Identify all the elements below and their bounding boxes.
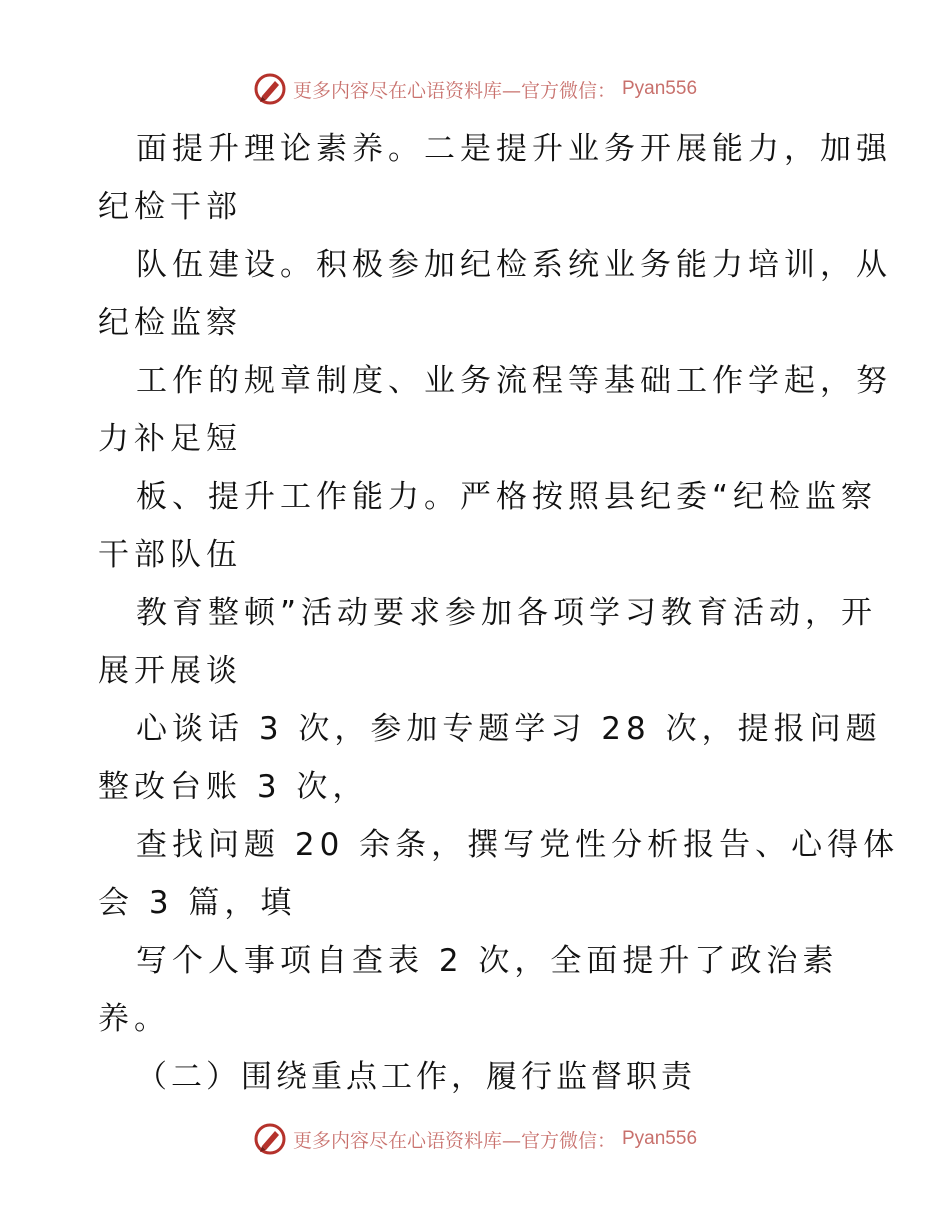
watermark-handle: Pyan556 xyxy=(622,1128,698,1149)
watermark-handle: Pyan556 xyxy=(622,78,698,99)
text-line: 纪检监察 xyxy=(98,305,242,341)
watermark-text: 更多内容尽在心语资料库—官方微信： xyxy=(292,1129,616,1152)
text-line: 查找问题 20 余条，撰写党性分析报告、心得体 xyxy=(136,827,900,863)
text-line: 面提升理论素养。二是提升业务开展能力，加强 xyxy=(136,131,892,167)
text-line: 展开展谈 xyxy=(98,653,242,689)
text-line: 工作的规章制度、业务流程等基础工作学起，努 xyxy=(136,363,892,399)
text-line: 队伍建设。积极参加纪检系统业务能力培训，从 xyxy=(136,247,892,283)
watermark-logo-icon xyxy=(253,72,287,106)
watermark-text: 更多内容尽在心语资料库—官方微信： xyxy=(292,79,616,102)
text-line: 会 3 篇，填 xyxy=(98,885,297,921)
text-line: 力补足短 xyxy=(98,421,242,457)
text-line: 教育整顿”活动要求参加各项学习教育活动，开 xyxy=(136,595,878,631)
text-line: 整改台账 3 次， xyxy=(98,769,369,805)
text-line: 板、提升工作能力。严格按照县纪委“纪检监察 xyxy=(136,479,878,515)
body-text xyxy=(98,120,900,1106)
watermark-header xyxy=(0,72,950,106)
watermark-logo-icon xyxy=(253,1122,287,1156)
text-line: 养。 xyxy=(98,1001,170,1037)
watermark-footer xyxy=(0,1122,950,1156)
text-line: 纪检干部 xyxy=(98,189,242,225)
text-line: 心谈话 3 次，参加专题学习 28 次，提报问题 xyxy=(136,711,882,747)
section-heading: （二）围绕重点工作，履行监督职责 xyxy=(136,1059,696,1095)
text-line: 写个人事项自查表 2 次，全面提升了政治素 xyxy=(136,943,839,979)
text-line: 干部队伍 xyxy=(98,537,242,573)
